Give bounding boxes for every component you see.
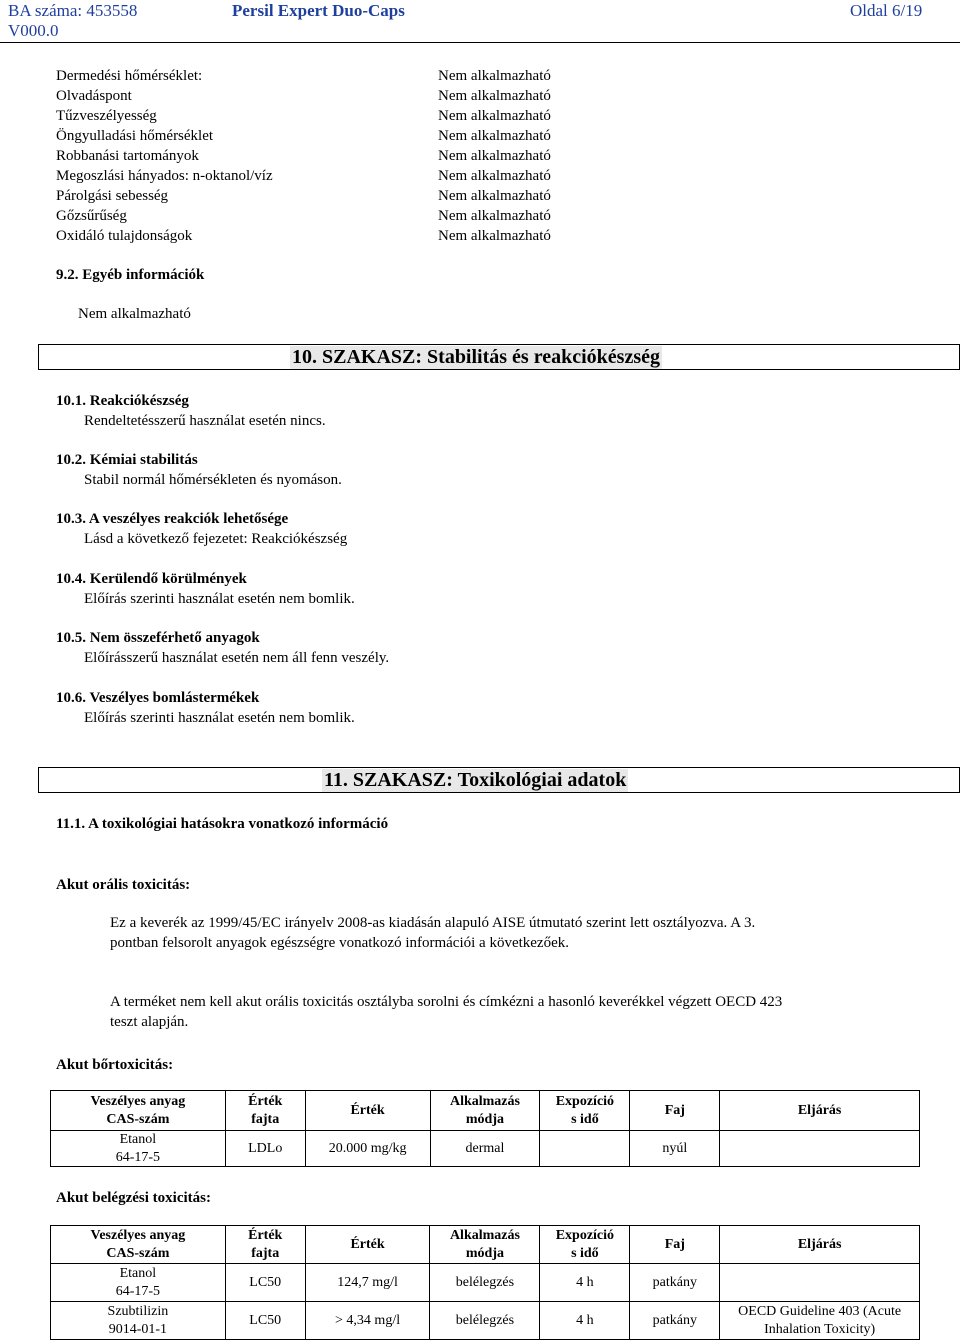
property-label: Olvadáspont bbox=[56, 88, 132, 104]
property-label: Gőzsűrűség bbox=[56, 208, 127, 224]
dermal-toxicity-heading: Akut bőrtoxicitás: bbox=[56, 1057, 174, 1073]
section-10-3-heading: 10.3. A veszélyes reakciók lehetősége bbox=[56, 511, 289, 527]
header-value-type: Érték fajta bbox=[225, 1226, 305, 1264]
oral-para2-line2: teszt alapján. bbox=[110, 1014, 189, 1030]
table-row bbox=[51, 1131, 920, 1167]
ba-number: BA száma: 453558 bbox=[8, 1, 138, 20]
section-11-1-heading: 11.1. A toxikológiai hatásokra vonatkozó információ bbox=[56, 816, 389, 832]
cell-route: belélegzés bbox=[430, 1302, 540, 1340]
header-value: Érték bbox=[305, 1226, 430, 1264]
header-value-type: Érték fajta bbox=[225, 1091, 305, 1131]
property-label: Tűzveszélyesség bbox=[56, 108, 157, 124]
header-substance: Veszélyes anyag CAS-szám bbox=[51, 1226, 226, 1264]
cell-substance: Etanol 64-17-5 bbox=[51, 1131, 226, 1167]
property-label: Öngyulladási hőmérséklet bbox=[56, 128, 214, 144]
table-row bbox=[51, 1302, 920, 1340]
oral-toxicity-heading: Akut orális toxicitás: bbox=[56, 877, 191, 893]
section-10-5-heading: 10.5. Nem összeférhető anyagok bbox=[56, 630, 260, 646]
table-row bbox=[51, 1264, 920, 1302]
cell-value: > 4,34 mg/l bbox=[305, 1302, 430, 1340]
section-10-5-text: Előírásszerű használat esetén nem áll fenn veszély. bbox=[84, 650, 390, 666]
section-10-2-text: Stabil normál hőmérsékleten és nyomáson. bbox=[84, 472, 342, 488]
cell-exposure: 4 h bbox=[540, 1264, 630, 1302]
section-10-6-text: Előírás szerinti használat esetén nem bomlik. bbox=[84, 710, 355, 726]
dermal-toxicity-table bbox=[50, 1090, 920, 1167]
property-value: Nem alkalmazható bbox=[438, 68, 551, 84]
section-10-3-text: Lásd a következő fejezetet: Reakciókészség bbox=[84, 531, 348, 547]
cell-species: nyúl bbox=[630, 1131, 720, 1167]
cell-route: belélegzés bbox=[430, 1264, 540, 1302]
property-value: Nem alkalmazható bbox=[438, 228, 551, 244]
cell-substance: Etanol 64-17-5 bbox=[51, 1264, 226, 1302]
cell-value-type: LC50 bbox=[225, 1302, 305, 1340]
cell-method: OECD Guideline 403 (Acute Inhalation Toxicity) bbox=[720, 1302, 920, 1340]
header-divider bbox=[0, 42, 960, 43]
property-value: Nem alkalmazható bbox=[438, 208, 551, 224]
oral-para1-line2: pontban felsorolt anyagok egészségre vonatkozó információi a következőek. bbox=[110, 935, 570, 951]
property-value: Nem alkalmazható bbox=[438, 148, 551, 164]
section-11-title: 11. SZAKASZ: Toxikológiai adatok bbox=[324, 769, 627, 791]
version: V000.0 bbox=[8, 21, 59, 40]
table-header-row bbox=[51, 1091, 920, 1131]
inhalation-toxicity-table bbox=[50, 1225, 920, 1340]
property-label: Dermedési hőmérséklet: bbox=[56, 68, 203, 84]
property-value: Nem alkalmazható bbox=[438, 108, 551, 124]
header-route: Alkalmazás módja bbox=[430, 1091, 540, 1131]
other-info-text: Nem alkalmazható bbox=[78, 306, 191, 322]
cell-value-type: LDLo bbox=[225, 1131, 305, 1167]
header-exposure: Expozíció s idő bbox=[540, 1226, 630, 1264]
other-info-heading: 9.2. Egyéb információk bbox=[56, 267, 205, 283]
section-10-6-heading: 10.6. Veszélyes bomlástermékek bbox=[56, 690, 260, 706]
cell-substance: Szubtilizin 9014-01-1 bbox=[51, 1302, 226, 1340]
header-method: Eljárás bbox=[720, 1226, 920, 1264]
cell-exposure bbox=[540, 1131, 630, 1167]
header-value: Érték bbox=[305, 1091, 430, 1131]
cell-value-type: LC50 bbox=[225, 1264, 305, 1302]
cell-method bbox=[720, 1131, 920, 1167]
header-species: Faj bbox=[630, 1091, 720, 1131]
property-label: Megoszlási hányados: n-oktanol/víz bbox=[56, 168, 273, 184]
product-name: Persil Expert Duo-Caps bbox=[232, 1, 405, 20]
oral-para1-line1: Ez a keverék az 1999/45/EC irányelv 2008-as kiadásán alapuló AISE útmutató szerint lett osztályozva. A 3. bbox=[110, 915, 756, 931]
header-species: Faj bbox=[630, 1226, 720, 1264]
cell-method bbox=[720, 1264, 920, 1302]
cell-route: dermal bbox=[430, 1131, 540, 1167]
section-10-1-text: Rendeltetésszerű használat esetén nincs. bbox=[84, 413, 326, 429]
section-10-1-heading: 10.1. Reakciókészség bbox=[56, 393, 189, 409]
header-method: Eljárás bbox=[720, 1091, 920, 1131]
property-label: Oxidáló tulajdonságok bbox=[56, 228, 193, 244]
property-value: Nem alkalmazható bbox=[438, 168, 551, 184]
property-value: Nem alkalmazható bbox=[438, 128, 551, 144]
property-value: Nem alkalmazható bbox=[438, 188, 551, 204]
section-10-4-heading: 10.4. Kerülendő körülmények bbox=[56, 571, 247, 587]
cell-species: patkány bbox=[630, 1264, 720, 1302]
property-value: Nem alkalmazható bbox=[438, 88, 551, 104]
property-label: Párolgási sebesség bbox=[56, 188, 169, 204]
section-10-2-heading: 10.2. Kémiai stabilitás bbox=[56, 452, 198, 468]
header-substance: Veszélyes anyag CAS-szám bbox=[51, 1091, 226, 1131]
property-label: Robbanási tartományok bbox=[56, 148, 199, 164]
cell-value: 20.000 mg/kg bbox=[305, 1131, 430, 1167]
table-header-row bbox=[51, 1226, 920, 1264]
cell-value: 124,7 mg/l bbox=[305, 1264, 430, 1302]
oral-para2-line1: A terméket nem kell akut orális toxicitás osztályba sorolni és címkézni a hasonló keverékkel végzett OECD 423 bbox=[110, 994, 783, 1010]
header-route: Alkalmazás módja bbox=[430, 1226, 540, 1264]
inhalation-toxicity-heading: Akut belégzési toxicitás: bbox=[56, 1190, 211, 1206]
section-10-title: 10. SZAKASZ: Stabilitás és reakciókészség bbox=[292, 346, 660, 368]
cell-exposure: 4 h bbox=[540, 1302, 630, 1340]
header-exposure: Expozíció s idő bbox=[540, 1091, 630, 1131]
cell-species: patkány bbox=[630, 1302, 720, 1340]
page-number: Oldal 6/19 bbox=[850, 1, 923, 20]
section-10-4-text: Előírás szerinti használat esetén nem bomlik. bbox=[84, 591, 355, 607]
